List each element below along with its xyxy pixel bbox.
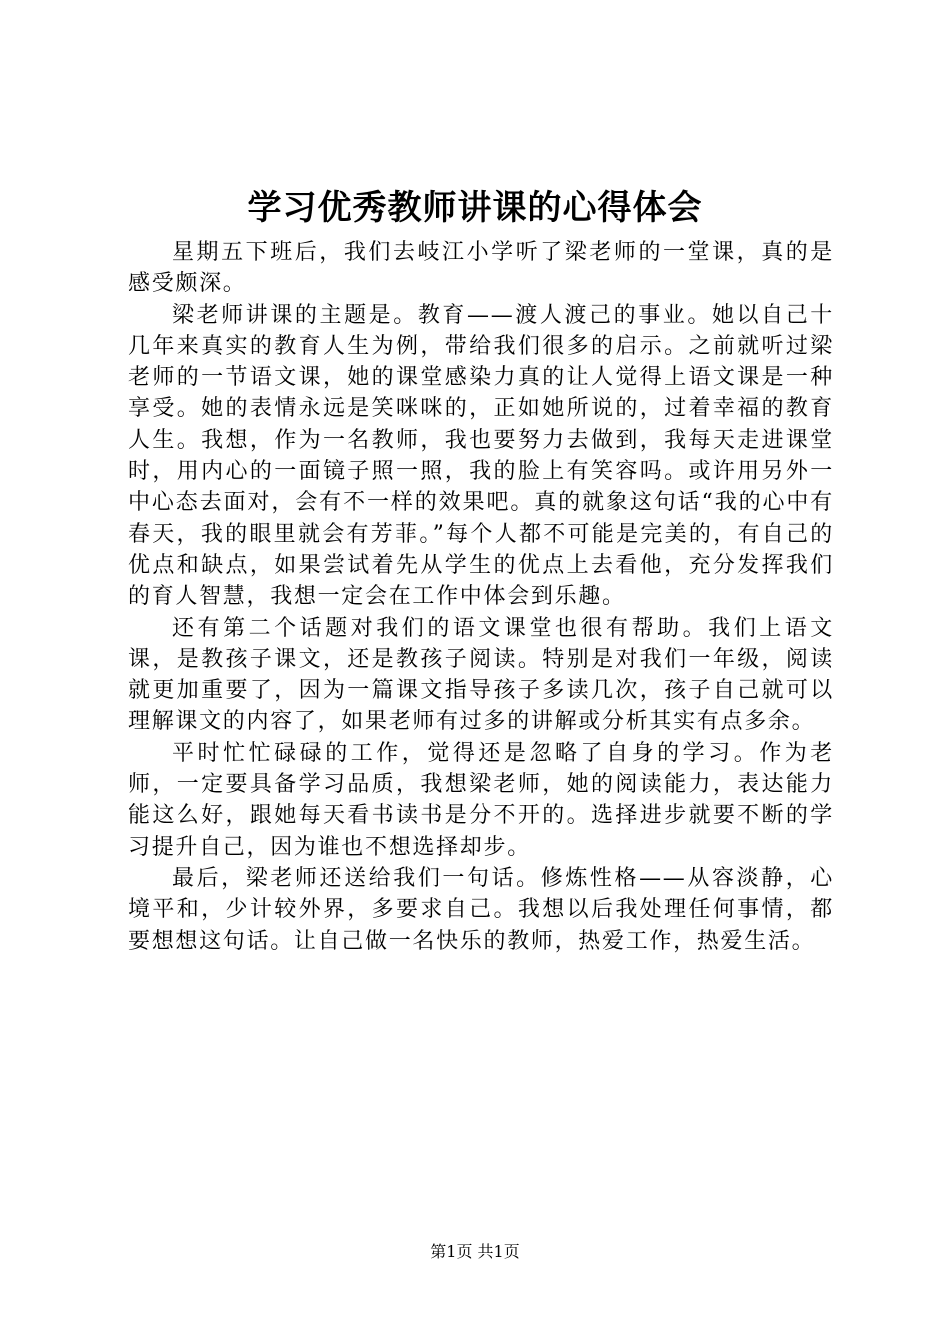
page-footer: 第1页 共1页: [430, 1242, 520, 1261]
paragraph-1: 星期五下班后，我们去岐江小学听了梁老师的一堂课，真的是感受颇深。: [128, 240, 834, 297]
paragraph-5: 最后，梁老师还送给我们一句话。修炼性格——从容淡静，心境平和，少计较外界，多要求自己。我想以后我处理任何事情，都要想想这句话。让自己做一名快乐的教师，热爱工作，热爱生活。: [128, 865, 834, 954]
paragraph-4: 平时忙忙碌碌的工作，觉得还是忽略了自身的学习。作为老师，一定要具备学习品质，我想梁老师，她的阅读能力，表达能力能这么好，跟她每天看书读书是分不开的。选择进步就要不断的学习提升自己，因为谁也不想选择却步。: [128, 740, 834, 860]
paragraph-2: 梁老师讲课的主题是。教育——渡人渡己的事业。她以自己十几年来真实的教育人生为例，带给我们很多的启示。之前就听过梁老师的一节语文课，她的课堂感染力真的让人觉得上语文课是一种享受。她的表情永远是笑咪咪的，正如她所说的，过着幸福的教育人生。我想，作为一名教师，我也要努力去做到，我每天走进课堂时，用内心的一面镜子照一照，我的脸上有笑容吗。或许用另外一中心态去面对，会有不一样的效果吧。真的就象这句话“我的心中有春天，我的眼里就会有芳菲。”每个人都不可能是完美的，有自己的优点和缺点，如果尝试着先从学生的优点上去看他，充分发挥我们的育人智慧，我想一定会在工作中体会到乐趣。: [128, 302, 834, 610]
document-title: 学习优秀教师讲课的心得体会: [247, 188, 703, 228]
document-body: [128, 237, 834, 957]
paragraph-3: 还有第二个话题对我们的语文课堂也很有帮助。我们上语文课，是教孩子课文，还是教孩子阅读。特别是对我们一年级，阅读就更加重要了，因为一篇课文指导孩子多读几次，孩子自己就可以理解课文的内容了，如果老师有过多的讲解或分析其实有点多余。: [128, 615, 834, 735]
